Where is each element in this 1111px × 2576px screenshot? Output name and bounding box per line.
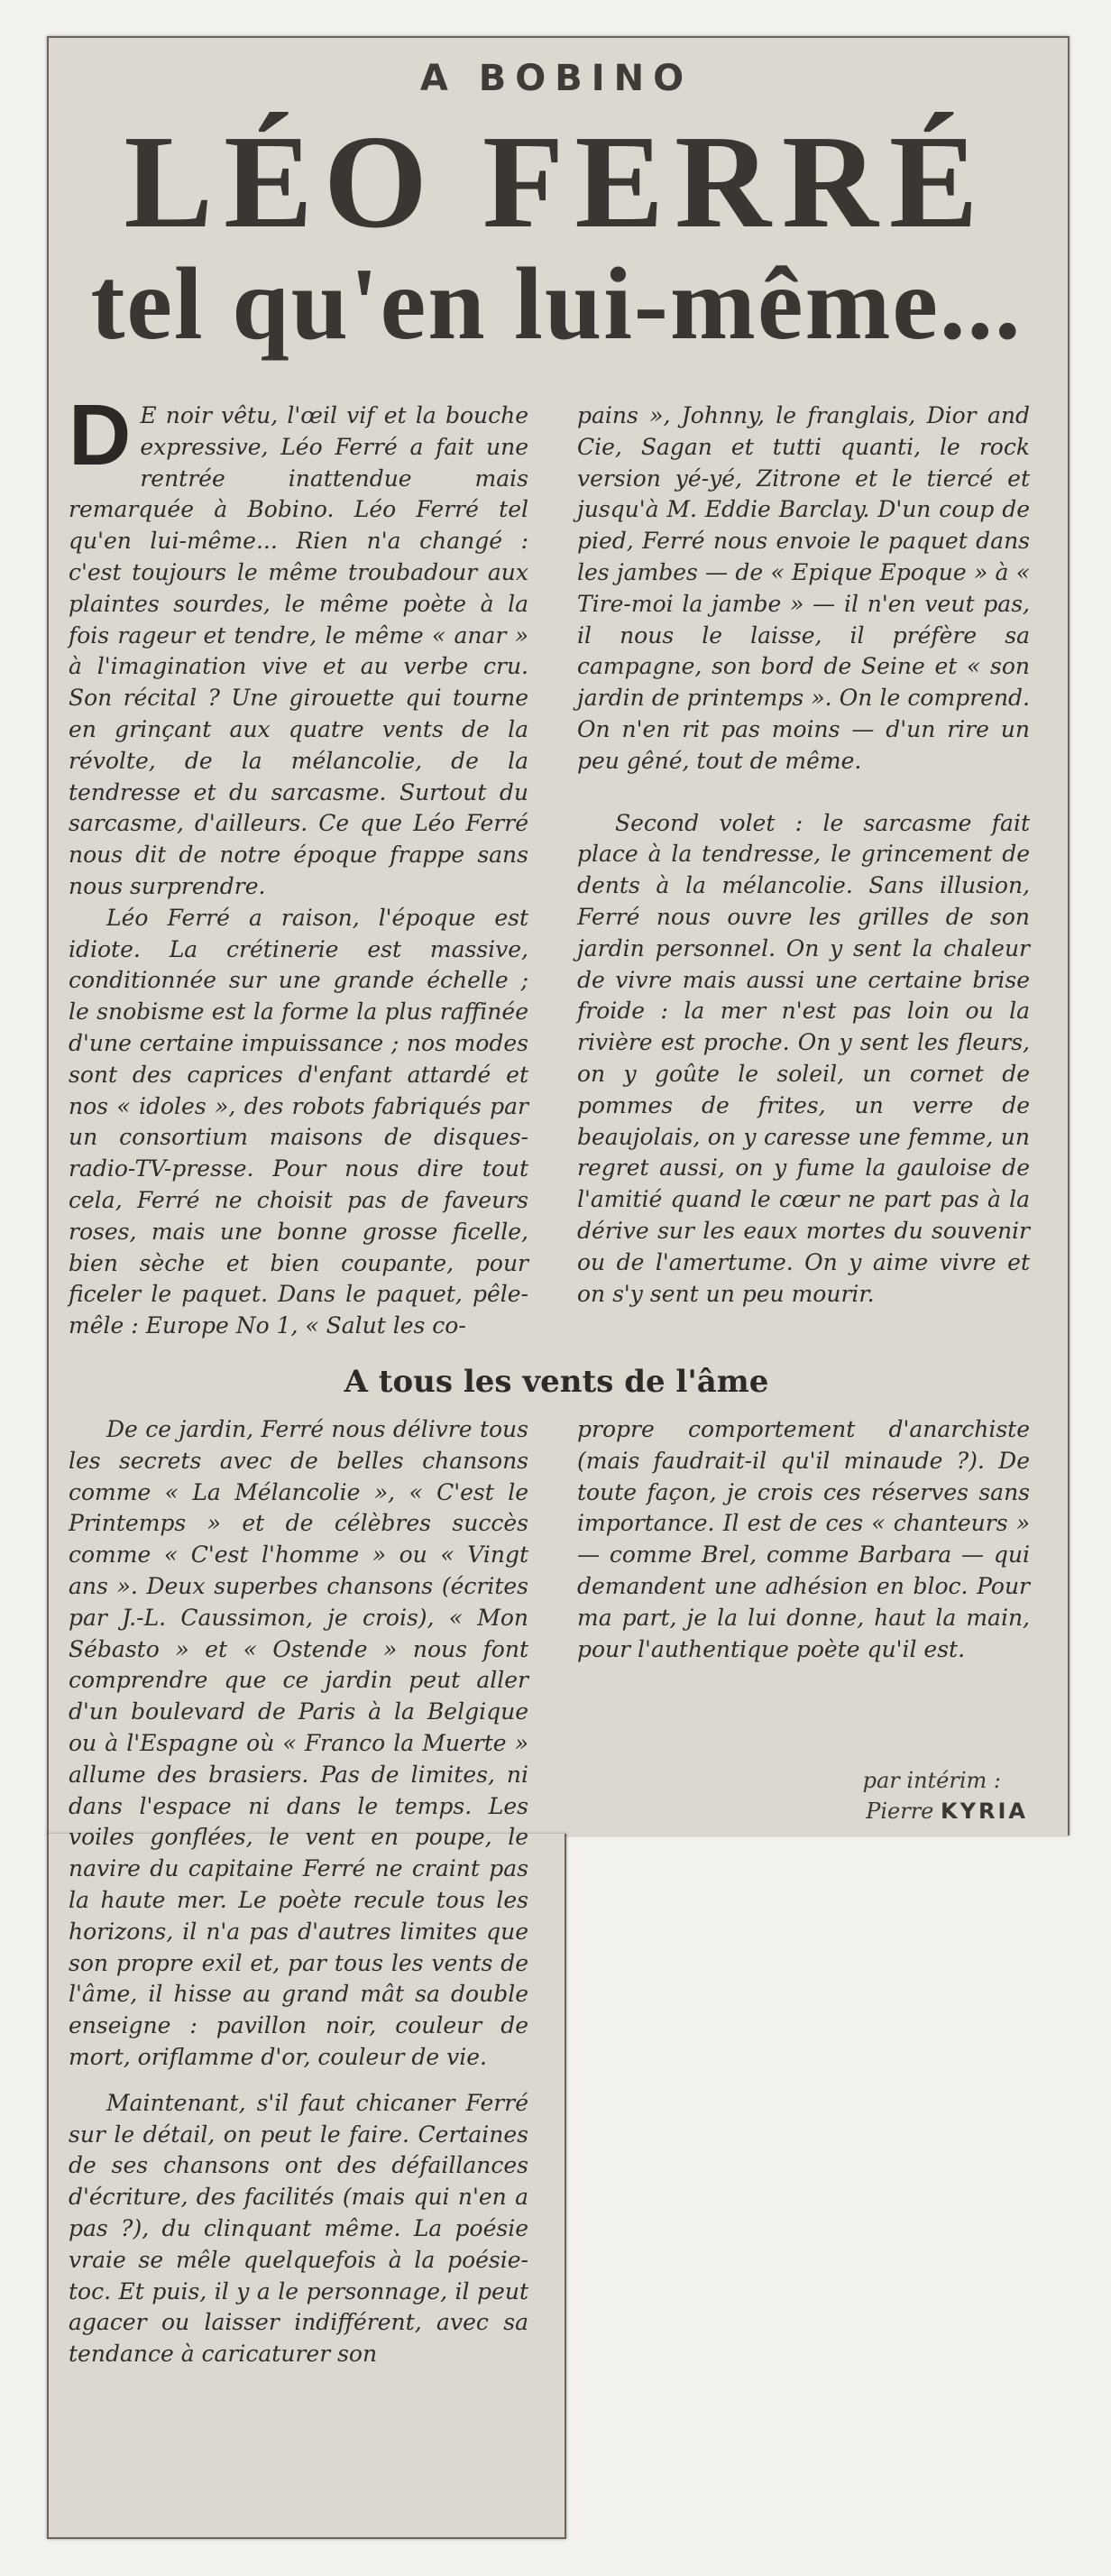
author-name <box>703 1799 1028 1824</box>
author-last-name: KYRIA <box>941 1799 1028 1824</box>
column-4 <box>577 1414 1030 1665</box>
column-1 <box>69 387 528 1342</box>
byline-note: par intérim : <box>862 1768 1001 1793</box>
paragraph-4: Second volet : le sarcasme fait place à la tendresse, le grincement de dents à la mélancolie. Sans illusion, Ferré nous ouvre les grilles de son jardin personnel. On y sent la chaleur de vivre mais aussi une certaine brise froide : la mer n'est pas loin ou la rivière est proche. On y sent les fleurs, on y goûte le soleil, un cornet de pommes de frites, un verre de beaujolais, on y caresse une femme, un regret aussi, on y fume la gauloise de l'amitié quand le cœur ne part pas à la dérive sur les eaux mortes du souvenir ou de l'amertume. On y aime vivre et on s'y sent un peu mourir. <box>577 809 1030 1307</box>
drop-cap: D <box>69 387 132 483</box>
section-subheading: A tous les vents de l'âme <box>344 1364 769 1400</box>
paragraph-2: Léo Ferré a raison, l'époque est idiote. La crétinerie est massive, conditionnée sur une grande échelle ; le snobisme est la forme la plus raffinée d'une certaine impuissance ; nos modes sont des caprices d'enfant attardé et nos « idoles », des robots fabriqués par un consortium maisons de disques-radio-TV-presse. Pour nous dire tout cela, Ferré ne choisit pas de faveurs roses, mais une bonne grosse ficelle, bien sèche et bien coupante, pour ficeler le paquet. Dans le paquet, pêle-mêle : Europe No 1, « Salut les co- <box>69 904 528 1339</box>
column-2 <box>577 400 1030 1310</box>
paragraph-5: De ce jardin, Ferré nous délivre tous les secrets avec de belles chansons comme « La Mélancolie », « C'est le Printemps » et de célèbres succès comme « C'est l'homme » ou « Vingt ans ». Deux superbes chansons (écrites par J.-L. Caussimon, je crois), « Mon Sébasto » et « Ostende » nous font comprendre que ce jardin peut aller d'un boulevard de Paris à la Belgique ou à l'Espagne où « Franco la Muerte » allume des brasiers. Pas de limites, ni dans l'espace ni dans le temps. Les voiles gonflées, le vent en poupe, le navire du capitaine Ferré ne craint pas la haute mer. Le poète recule tous les horizons, il n'a pas d'autres limites que son propre exil et, par tous les vents de l'âme, il hisse au grand mât sa double enseigne : pavillon noir, couleur de mort, oriflamme d'or, couleur de vie. <box>69 1416 528 2070</box>
author-first-name: Pierre <box>866 1799 934 1824</box>
headline-name: LÉO FERRÉ <box>124 108 989 256</box>
column-3 <box>69 1414 528 2370</box>
headline-subtitle: tel qu'en lui-même... <box>90 246 1023 361</box>
paragraph-1-text: E noir vêtu, l'œil vif et la bouche expressive, Léo Ferré a fait une rentrée inattendue mais remarquée à Bobino. Léo Ferré tel qu'en lui-même... Rien n'a changé : c'est toujours le même troubadour aux plaintes sourdes, le même poète à la fois rageur et tendre, le même « anar » à l'imagination vive et au verbe cru. Son récital ? Une girouette qui tourne en grinçant aux quatre vents de la révolte, de la mélancolie, de la tendresse et du sarcasme. Surtout du sarcasme, d'ailleurs. Ce que Léo Ferré nous dit de notre époque frappe sans nous surprendre. <box>69 402 528 899</box>
paragraph-7: propre comportement d'anarchiste (mais faudrait-il qu'il minaude ?). De toute façon, je crois ces réserves sans importance. Il est de ces « chanteurs » — comme Brel, comme Barbara — qui demandent une adhésion en bloc. Pour ma part, je la lui donne, haut la main, pour l'authentique poète qu'il est. <box>577 1416 1030 1662</box>
paragraph-1 <box>69 387 528 903</box>
byline <box>703 1768 1028 1824</box>
paragraph-3: pains », Johnny, le franglais, Dior and Cie, Sagan et tutti quanti, le rock version yé-yé, Zitrone et le tiercé et jusqu'à M. Eddie Barclay. D'un coup de pied, Ferré nous envoie le paquet dans les jambes — de « Epique Epoque » à « Tire-moi la jambe » — il n'en veut pas, il nous le laisse, il préfère sa campagne, son bord de Seine et « son jardin de printemps ». On le comprend. On n'en rit pas moins — d'un rire un peu gêné, tout de même. <box>577 402 1030 774</box>
article-kicker: A BOBINO <box>419 58 693 99</box>
paragraph-6: Maintenant, s'il faut chicaner Ferré sur le détail, on peut le faire. Certaines de ses chansons ont des défaillances d'écriture, des facilités (mais qui n'en a pas ?), du clinquant même. La poésie vraie se mêle quelquefois à la poésie-toc. Et puis, il y a le personnage, il peut agacer ou laisser indifférent, avec sa tendance à caricaturer son <box>69 2089 528 2368</box>
